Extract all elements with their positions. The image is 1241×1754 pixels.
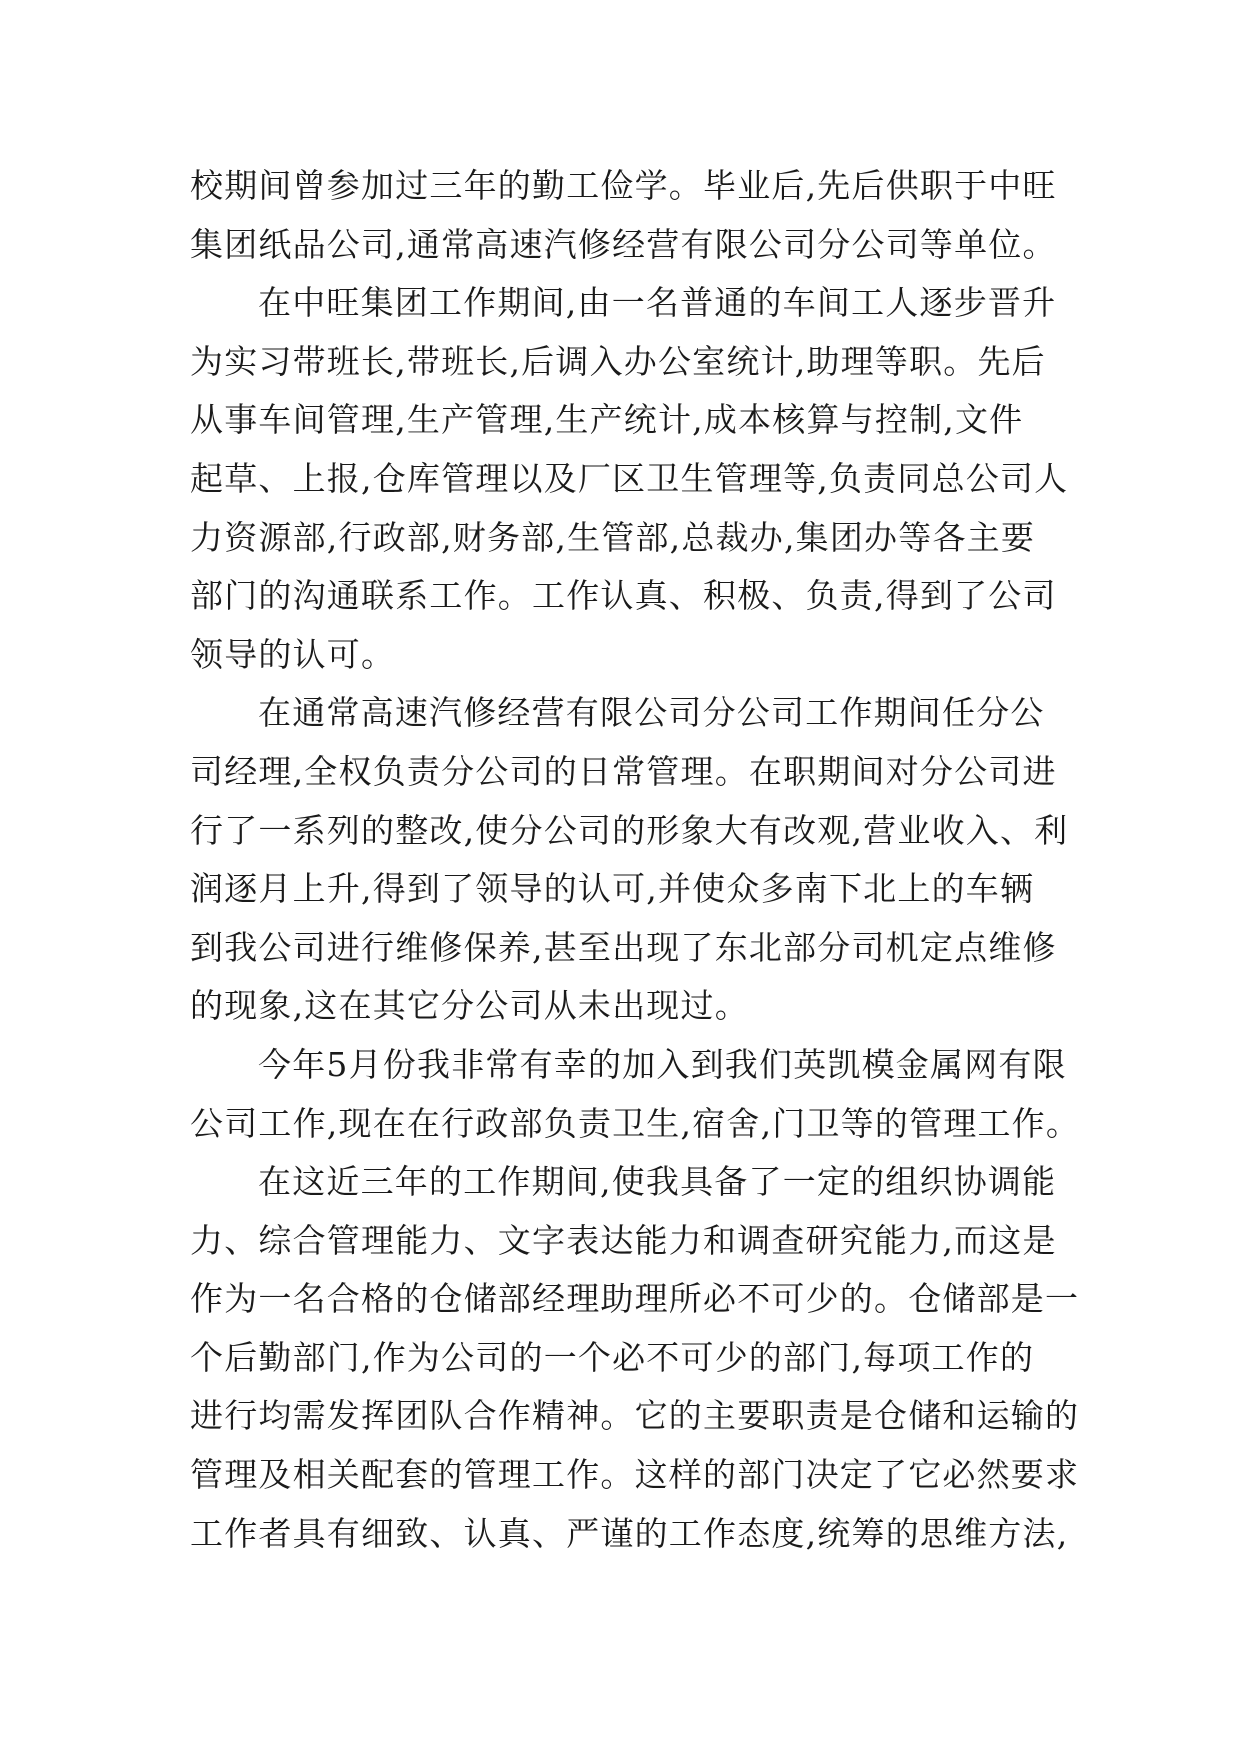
text-line: 校期间曾参加过三年的勤工俭学。毕业后,先后供职于中旺: [190, 166, 1057, 205]
text-line: 起草、上报,仓库管理以及厂区卫生管理等,负责同总公司人: [190, 458, 1069, 498]
paragraph-start-line: 在中旺集团工作期间,由一名普通的车间工人逐步晋升: [258, 283, 1057, 323]
paragraph-start-line: 今年5月份我非常有幸的加入到我们英凯模金属网有限: [258, 1044, 1067, 1084]
text-line: 司经理,全权负责分公司的日常管理。在职期间对分公司进: [190, 751, 1057, 791]
body-text: [190, 157, 1080, 1563]
text-line: 到我公司进行维修保养,甚至出现了东北部分司机定点维修: [190, 927, 1057, 967]
text-line: 从事车间管理,生产管理,生产统计,成本核算与控制,文件: [190, 400, 1024, 440]
text-line: 工作者具有细致、认真、严谨的工作态度,统筹的思维方法,: [190, 1513, 1069, 1553]
text-line: 润逐月上升,得到了领导的认可,并使众多南下北上的车辆: [190, 869, 1035, 909]
text-line: 的现象,这在其它分公司从未出现过。: [190, 986, 749, 1026]
text-line: 部门的沟通联系工作。工作认真、积极、负责,得到了公司: [190, 576, 1057, 616]
text-line: 力资源部,行政部,财务部,生管部,总裁办,集团办等各主要: [190, 517, 1036, 557]
text-line: 力、综合管理能力、文字表达能力和调查研究能力,而这是: [190, 1220, 1057, 1260]
text-line: 进行均需发挥团队合作精神。它的主要职责是仓储和运输的: [190, 1396, 1080, 1436]
text-line: 领导的认可。: [190, 634, 396, 674]
text-line: 公司工作,现在在行政部负责卫生,宿舍,门卫等的管理工作。: [190, 1103, 1081, 1143]
text-line: 为实习带班长,带班长,后调入办公室统计,助理等职。先后: [190, 341, 1046, 381]
text-line: 个后勤部门,作为公司的一个必不可少的部门,每项工作的: [190, 1337, 1035, 1377]
text-line: 行了一系列的整改,使分公司的形象大有改观,营业收入、利: [190, 810, 1069, 850]
paragraph-start-line: 在通常高速汽修经营有限公司分公司工作期间任分公: [258, 693, 1045, 733]
paragraph-start-line: 在这近三年的工作期间,使我具备了一定的组织协调能: [258, 1162, 1057, 1202]
text-line: 作为一名合格的仓储部经理助理所必不可少的。仓储部是一: [190, 1279, 1080, 1319]
text-line: 管理及相关配套的管理工作。这样的部门决定了它必然要求: [190, 1455, 1080, 1495]
text-line: 集团纸品公司,通常高速汽修经营有限公司分公司等单位。: [190, 224, 1057, 264]
